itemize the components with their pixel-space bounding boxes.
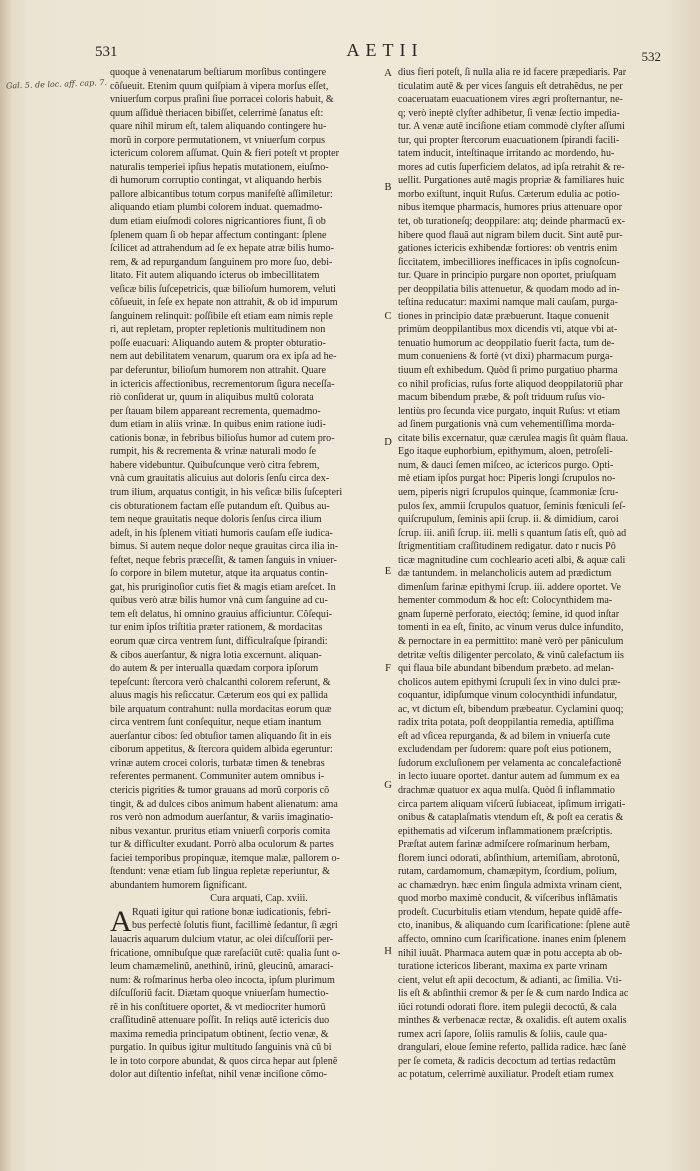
text-line: tiones in principio datæ præbuerunt. Itaque conuenit — [398, 310, 610, 322]
text-line: quare nihil mirum eſt, talem aliquando contingere hu- — [110, 121, 327, 133]
section-marker-d: D — [384, 437, 392, 448]
text-line: macum bibendum præbe, & poſt triduum ruſus vio- — [398, 392, 605, 404]
text-line: bimus. Si autem neque dolor neque grauitas circa ilia in- — [110, 541, 339, 553]
text-line: le in toto corpore abundat, & quos circa hepar aut ſplenẽ — [110, 1055, 338, 1067]
text-line: poſſe euacuari: Aliquando autem & propter obturatio- — [110, 337, 326, 349]
section-marker-g: G — [384, 780, 392, 791]
text-line: nibus vexantur. pruritus etiam vniuerſi corporis comita — [110, 825, 331, 837]
text-line: dum etiam eiuſmodi colores nigricantiores fiunt, ſi ob — [110, 216, 326, 228]
section-marker-h: H — [384, 946, 392, 957]
text-line: trum ilium, arquatus contigit, in his veſicæ bilis ſuſcepteri — [110, 486, 343, 498]
text-line: quibus verò atræ bilis humor vnà cum ſanguine ad cu- — [110, 595, 328, 607]
text-line: fricatione, omnibuſque quæ rareſaciũt cutẽ: qualia ſunt o- — [110, 947, 341, 959]
text-line: bus perfectè ſolutis fiunt, facillimè ſedantur, ſi ægri — [132, 920, 338, 932]
text-line: in lecto iuuare oportet. dantur autem ad ſummum ex ea — [398, 771, 620, 783]
text-line: ac chamædryn. hæc enim ſingula admixta vrinam cient, — [398, 879, 622, 891]
running-title: AETII — [346, 40, 424, 60]
text-line: cis obturationem factam eſſe putandum eſt. Quibus au- — [110, 500, 330, 512]
page-number-right: 532 — [641, 49, 661, 64]
text-line: per ſtauam bilem appareant recrementa, quemadmo- — [110, 405, 321, 417]
text-line: in ictericis affectionibus, recrementorum ſigura neceſſa- — [110, 378, 335, 390]
text-line: tiuum eſt exhibedum. Quòd ſi primo purgatiuo pharma — [398, 365, 618, 377]
text-line: tatem inducit, inteſtinaque irritando ac mordendo, hu- — [398, 148, 615, 160]
text-line: do autem & per interualla quædam corpora ipſorum — [110, 663, 319, 675]
text-line: cto, inanibus, & aliquando cum ſcarificatione: ſplene autẽ — [398, 920, 630, 932]
right-column — [398, 66, 666, 1082]
text-line: quoque à venenatarum beſtiarum morſibus contingere — [110, 67, 327, 78]
text-line: rumpit, his & recrementa & vrinæ naturali modo ſe — [110, 446, 317, 458]
text-line: ciborum appetitus, & ſtercora quidem albida egeruntur: — [110, 744, 333, 756]
text-line: epithematis ad viſcerum inflammationem præſcriptis. — [398, 825, 613, 837]
text-line: Ego itaque euphorbium, epithymum, aloen, petroſeli- — [398, 446, 613, 458]
text-line: coquantur, idipſumque vinum colocynthidi infundatur, — [398, 690, 617, 702]
text-line: rem, & ad repurgandum ſanguinem pro more ſuo, debi- — [110, 256, 333, 268]
text-line: abundantem humorem ſignificant. — [110, 879, 248, 891]
text-line: vnà cum grauitatis alicuius aut doloris ſenſu circa dex- — [110, 473, 330, 485]
text-line: ac potatum, celerrimè auxiliatur. Prodeſt etiam rumex — [398, 1069, 614, 1081]
text-line: hibere quod flauã aut nigram bilem ducit. Sint autẽ pur- — [398, 229, 623, 241]
text-line: ſtendunt: venæ etiam ſub lingua repletæ reperiuntur, & — [110, 866, 330, 878]
text-line: gat, his pruriginoſior cutis fiet & magis etiam areſcet. In — [110, 581, 336, 593]
text-line: rutam, cardamomum, chamæpitym, ſcordium, polium, — [398, 866, 617, 878]
text-line: craſſitudinẽ attenuare poſſit. In reliqs autẽ ictericis duo — [110, 1015, 330, 1027]
text-line: circa ventrem ſunt conſequitur, neque etiam inantum — [110, 717, 322, 729]
text-line: quiſcrupulum, ſeminis apii ſcrup. ii. & dimidium, caroi — [398, 514, 619, 526]
text-line: per deoppilatia bilis attenuetur, & quodam modo ad in- — [398, 283, 620, 295]
text-line: nem aut debilitatem venarum, quarum ora ex ipſa ad he- — [110, 351, 337, 363]
text-line: cholicos autem epithymi ſcrupuli ſex in vino dulci præ- — [398, 676, 621, 688]
text-line: di humorum corruptio contingat, vt aliquando herbis — [110, 175, 322, 187]
text-line: tet, ob turationeſq; deoppilare: atq; deinde pharmacũ ex- — [398, 216, 626, 228]
text-line: tur & difficulter exudant. Porrò alba oculorum & partes — [110, 839, 334, 851]
text-line: quum aſſiduè theriacen bibiſſet, celerrimè ſanatus eſt: — [110, 107, 324, 119]
text-line: ictericum colorem aſſumat. Quin & fieri poteſt vt propter — [110, 148, 340, 160]
text-line: nibus itemque pharmacis, humores prius attenuare opor — [398, 202, 622, 214]
text-line: naturalis temperiei ipſius hepatis mutationem, eiuſmo- — [110, 161, 329, 173]
chapter-heading: Cura arquati, Cap. xviii. — [210, 893, 308, 905]
text-line: feſtet, neque febris præceſſit, & tamen ſanguis in vniuer- — [110, 554, 337, 566]
text-line: eſt ad vſicea repurganda, & ad bilem in vniuerſa cute — [398, 730, 611, 742]
text-line: vniuerſum corpus praſini ſiue porracei coloris habuit, & — [110, 94, 334, 106]
section-marker-c: C — [384, 311, 392, 322]
text-line: tur, qui propter ſtercorum euacuationem ſpirandi facili- — [398, 134, 620, 146]
text-line: onibus & cataplaſmatis vtendum eſt, & poſt ea ceratis & — [398, 812, 624, 824]
text-line: primùm deoppilantibus mox dicendis vti, atque vbi at- — [398, 324, 618, 336]
text-line: uellit. Purgationes autẽ magis propriæ & familiares huic — [398, 175, 625, 187]
text-line: gnam ſupernè perforato, eiectóq; ſemine, id quod inſtar — [398, 608, 620, 620]
text-line: aluus magis his reſiccatur. Cæterum eos qui ex pallida — [110, 690, 328, 702]
text-line: num: & roſmarinus herba oleo incocta, ipſum plurimum — [110, 974, 335, 986]
text-line: ros verò non admodum auerſantur, & variis imaginatio- — [110, 812, 334, 824]
text-line: tur. Quare in principio purgare non oportet, priuſquam — [398, 270, 617, 282]
text-line: ticæ magnitudine cum cochleario aceti albi, & aquæ cali — [398, 554, 626, 566]
text-line: Rquati igitur qui ratione bonæ iudicationis, febri- — [132, 906, 331, 918]
text-line: veſicæ bilis ſuſcepetricis, quæ bilioſum humorem, veluti — [110, 283, 336, 295]
text-line: cõſueuit. Etenim quum quiſpiam à vipera morſus eſſet, — [110, 80, 329, 92]
text-line: tomenti in ea eſt, finito, ac vinum verus dulce infundito, — [398, 622, 624, 634]
text-line: & pernoctare in ea permittito: manè verò per pãniculum — [398, 635, 624, 647]
text-line: dolor aut diſtentio infeſtat, nihil venæ inciſione cõmo- — [110, 1069, 327, 1081]
section-marker-b: B — [384, 182, 392, 193]
text-line: tenuatio humorum ac deoppilatio fuerit facta, tum de- — [398, 337, 615, 349]
text-line: per ſe cometa, & radicis decoctum ad tertias redactũm — [398, 1055, 616, 1067]
text-line: morbo exiſtunt, inquit Ruſus. Cæterum edulia ac potio- — [398, 188, 620, 200]
text-line: aliquando etiam plumbi colorem induat. quemadmo- — [110, 202, 323, 214]
text-line: dimenſum farinæ epithymi ſcrup. iii. addere oportet. Ve — [398, 581, 621, 593]
text-line: ſo corpore in bilem mutetur, atque ita arquatus contin- — [110, 568, 328, 580]
text-line: affecto, omnino cum ſcarificatione. inanes enim ſplenem — [398, 934, 626, 945]
text-line: ſplenem quam ſi ob hepar affectum contingant: ſplene — [110, 229, 327, 241]
text-line: cõſueuit, in ſeſe ex hepate non attrahit, & ob id impurum — [110, 297, 338, 309]
text-line: coaceruatam euacuationem vires ægri proſternantur, ne- — [398, 94, 623, 106]
section-marker-a: A — [384, 68, 392, 79]
text-line: maxima remedia principatum obtinent, ſectio venæ, & — [110, 1028, 329, 1040]
text-line: circa partem aliquam viſcerũ ſubiaceat, ipſimum irrigati- — [398, 798, 626, 810]
text-line: minthes & verbenacæ rectæ, & oxalidis. eſt autem oxalis — [398, 1015, 627, 1027]
text-line: ad ſinem purgationis vnà cum vehementiſſima morda- — [398, 419, 615, 431]
text-line: detritæ veſtis diligenter percolato, & vinũ calefactum iis — [398, 649, 624, 661]
text-line: ſudorum excluſionem per velamenta ac concalefactionẽ — [398, 757, 622, 769]
text-line: habere videbuntur. Quibuſcunque verò citra febrem, — [110, 459, 320, 471]
text-line: mores ad cutis ſuperficiem delatos, ad ipſa retrahit & re- — [398, 161, 625, 173]
text-line: & cibos auerſantur, & nigra lotia excernunt. aliquan- — [110, 649, 322, 661]
text-line: faciei temporibus propinquæ, itemque malæ, pallorem o- — [110, 852, 340, 864]
section-marker-e: E — [384, 566, 392, 577]
text-line: par deferuntur, bilioſum humorem non attrahit. Quare — [110, 365, 326, 377]
text-line: tur enim ipſos triſtitia præter rationem, & mordacitas — [110, 622, 323, 634]
text-line: leum chamæmelinũ, anethinũ, irinũ, gleucinũ, amaraci- — [110, 961, 334, 973]
text-line: dæ tantundem. in melancholicis autem ad prædictum — [398, 568, 612, 580]
text-line: tur. A venæ autẽ inciſione etiam commodè clyſter aſſumi — [398, 121, 625, 133]
text-line: dum etiam in aliis vrinæ. In quibus enim ratione iudi- — [110, 419, 326, 431]
text-line: num, & dauci ſemen miſceo, ac ictericos purgo. Opti- — [398, 459, 614, 471]
text-line: cationis bonæ, in febribus bilioſus humor ad cutem pro- — [110, 432, 335, 444]
text-line: auerſantur cibos: ſed obtuſior tamen aliquando ſit in eis — [110, 730, 332, 742]
text-line: prodeſt. Cucurbitulis etiam vtendum, hepate quidẽ affe- — [398, 906, 623, 918]
text-line: purgatio. In quibus igitur multitudo ſanguinis vnà cũ bi — [110, 1042, 332, 1054]
page-number-left: 531 — [95, 44, 118, 60]
text-line: pulos ſex, ammii ſcrupulos quatuor, ſeminis fœniculi ſeſ- — [398, 500, 626, 512]
text-line: Præſtat autem farinæ admiſcere roſmarinum herbam, — [398, 839, 610, 851]
text-line: cient, velut eſt apii decoctum, & adianti, ac ſimilia. Vti- — [398, 974, 622, 986]
drop-cap: A — [110, 905, 132, 939]
text-line: tem neque grauitatis neque doloris ſenſus circa ilium — [110, 514, 322, 526]
text-line: ac, vt dictum eſt, bibendum præbeatur. Cyclamini quoq; — [398, 703, 624, 715]
text-line: ticulatim autẽ & per vices ſanguis eſt detrahẽdus, ne per — [398, 80, 623, 92]
text-line: tem eſt delatus, hi omnino grauius afficiuntur. Cõſequi- — [110, 608, 333, 620]
text-line: turatione ictericos liberant, maxima ex parte vrinam — [398, 961, 608, 973]
text-line: dius fieri poteſt, ſi nulla alia re id facere præpediaris. Par — [398, 67, 627, 78]
text-line: morũ in corpore permutationem, vt vniuerſum corpus — [110, 134, 325, 146]
text-line: ri, aut repletam, propter repletionis multitudinem non — [110, 324, 326, 336]
text-line: mè etiam ipſos purgat hoc: Piperis longi ſcrupulos no- — [398, 473, 616, 485]
text-line: mum conueniens & fortè (vt dixi) pharmacum purga- — [398, 351, 613, 363]
text-line: excludendam per ſudorem: quare poſt eius potionem, — [398, 744, 612, 756]
text-line: tepeſcunt: ſtercora verò chalcanthi colorem referunt, & — [110, 676, 331, 688]
text-line: uem, piperis nigri ſcrupulos quinque, ſcammoniæ ſcru- — [398, 486, 619, 498]
handwritten-margin-note: Gal. 5. de loc. aff. cap. 7. — [5, 78, 108, 91]
text-line: diſcuſſoriũ facit. Diætam quoque vniuerſam humectio- — [110, 988, 329, 1000]
text-line: lis eſt & abſinthii cremor & per ſe & cum nardo Indica ac — [398, 988, 629, 1000]
text-line: citate bilis excernatur, quæ cærulea magis ſit quàm flaua. — [398, 432, 628, 444]
text-line: pallore albicantibus totum corpus manifeſtè aſſimiletur: — [110, 188, 333, 200]
text-line: ſcilicet ad attrahendum ad ſe ex hepate atræ bilis humo- — [110, 243, 334, 255]
text-line: vrinæ autem crocei coloris, turbatæ timen & tenebras — [110, 757, 325, 769]
text-line: drachmæ quatuor ex aqua mulſa. Quòd ſi inflammatio — [398, 784, 615, 796]
text-line: tingit, & ad dulces cibos animum habent alienatum: ama — [110, 798, 338, 810]
text-line: rumex acri ſapore, ſoliis ramulis & ſoliis, caule qua- — [398, 1028, 608, 1040]
text-line: ctericis pigrities & tumor grauans ad morũ corporis cõ — [110, 784, 330, 796]
text-line: referentes permanent. Communiter autem omnibus i- — [110, 771, 325, 783]
text-line: gationes ictericis exhibendæ fortiores: ob ventris enim — [398, 243, 618, 255]
text-line: co nihil proficias, ruſus forte aliquod deoppilatoriũ phar — [398, 378, 623, 390]
text-line: lentiùs pro ſecunda vice purgato, inquit Ruſus: vt etiam — [398, 405, 621, 417]
text-line: rẽ in his conſtituere oportet, & vt mediocriter humorũ — [110, 1001, 326, 1013]
text-line: hementer commodum & hoc eſt: Colocynthidem ma- — [398, 595, 613, 607]
text-line: riò conſiderat ur, quum in aliquibus multũ colorata — [110, 392, 314, 404]
text-line: florem iunci odorati, abſinthium, artemiſiam, abrotonũ, — [398, 852, 620, 864]
text-line: ſanguinem relinquit: poſſibile eſt etiam eam nimis reple — [110, 310, 333, 322]
text-line: lauacris aquarum dulcium vtatur, ac olei diſcuſſorii per- — [110, 934, 334, 945]
section-marker-f: F — [385, 663, 391, 674]
page-header — [95, 40, 675, 66]
text-line: nihil iuuãt. Pharmaca autem quæ in potu accepta ab ob- — [398, 947, 623, 959]
left-column — [110, 66, 378, 1082]
text-line: bile arquatum contrahunt: nulla mordacitas eorum quæ — [110, 703, 332, 715]
gutter-shadow — [0, 0, 14, 1171]
text-line: litato. Fit autem aliquando icterus ob imbecillitatem — [110, 270, 320, 282]
text-line: ſtrigmentitiam craſſitudinem redigatur. dato r nucis Pô — [398, 541, 616, 553]
text-line: ſiccitatem, imbecilliores inefficaces in ipſis cognoſcun- — [398, 256, 620, 268]
text-line: q; verò ineptè clyſter adhibetur, ſi venæ ſectio impedia- — [398, 107, 620, 119]
text-line: ſcrup. iii. aniſi ſcrup. iii. melli s quantum ſatis eſt, quò ad — [398, 527, 627, 539]
text-line: eorum quæ circa ventrem ſunt, difficulraſque ſpirandi: — [110, 635, 328, 647]
text-line: radix trita potata, poſt deoppilantia remedia, aptiſſima — [398, 717, 614, 729]
text-line: teſtina reducatur: maximi namque mali cauſam, purga- — [398, 297, 618, 309]
text-line: qui flaua bile abundant bibendum præbeto. ad melan- — [398, 663, 614, 675]
text-line: quod morbo maximè conducit, & viſceribus inflãmatis — [398, 893, 618, 905]
text-line: iũci rotundi odorati flore. item pulegii decoctũ, & cala — [398, 1001, 617, 1013]
text-line: drangulari, eloue ſemine referto, pallida radice. hæc ſanè — [398, 1042, 627, 1054]
text-line: adeſt, in his ſplenem vitiati humoris cauſam eſſe iudica- — [110, 527, 333, 539]
